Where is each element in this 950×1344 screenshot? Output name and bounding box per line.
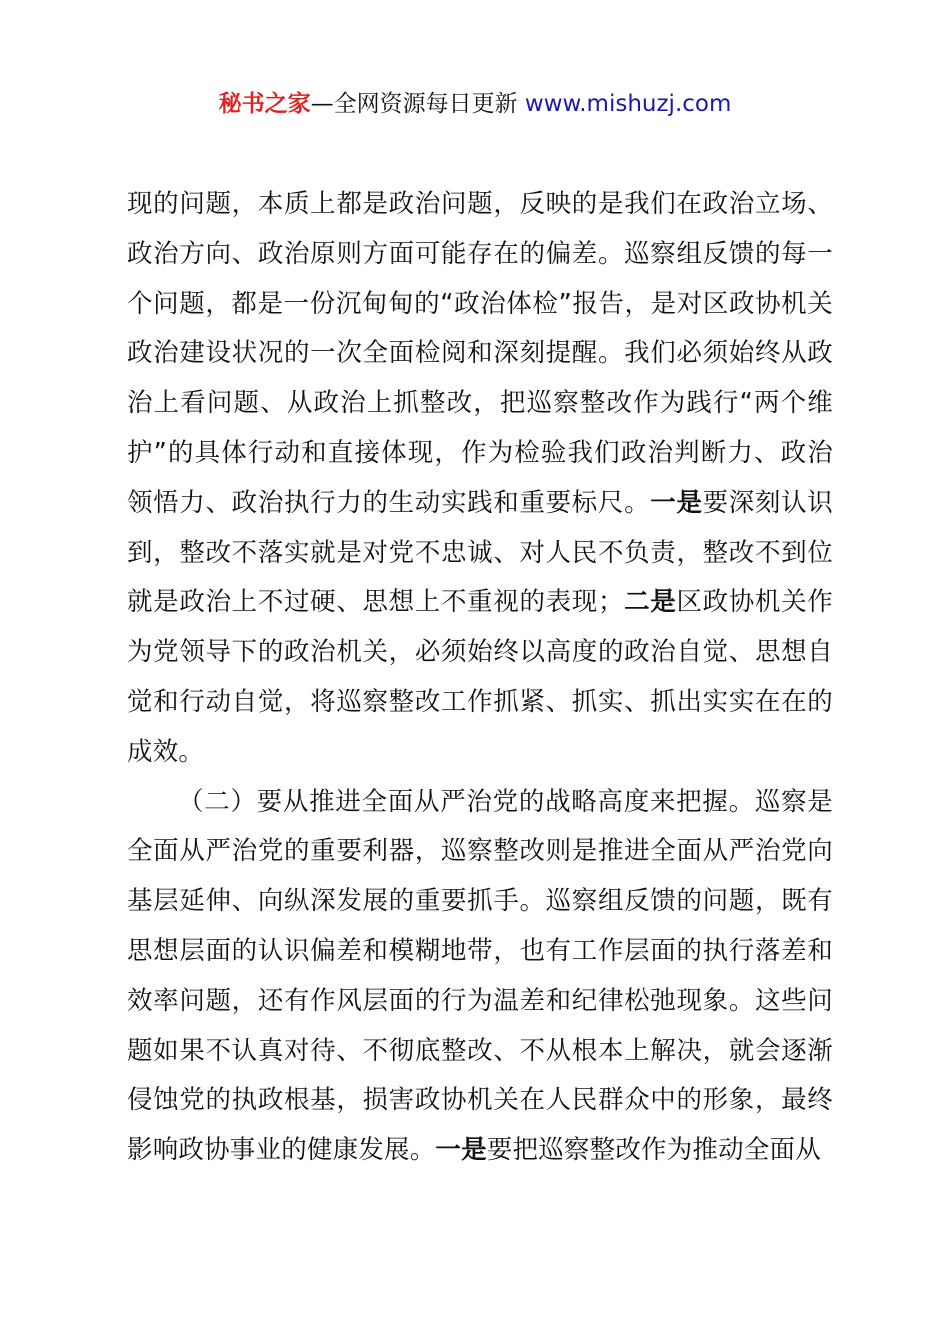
paragraph-text: 要深刻认识到，整改不落实就是对党不忠诚、对人民不负责，整改不到位就是政治上不过硬、思想上不重视的表现；: [127, 487, 833, 618]
paragraph-text: （二）要从推进全面从严治党的战略高度来把握。巡察是全面从严治党的重要利器，巡察整改则是推进全面从严治党向基层延伸、向纵深发展的重要抓手。巡察组反馈的问题，既有思想层面的认识偏差和模糊地带，也有工作层面的执行落差和效率问题，还有作风层面的行为温差和纪律松弛现象。这些问题如果不认真对待、不彻底整改、不从根本上解决，就会逐渐侵蚀党的执政根基，损害政协机关在人民群众中的形象，最终影响政协事业的健康发展。: [127, 786, 833, 1166]
paragraph-text: 现的问题，本质上都是政治问题，反映的是我们在政治立场、政治方向、政治原则方面可能存在的偏差。巡察组反馈的每一个问题，都是一份沉甸甸的“政治体检”报告，是对区政协机关政治建设状况的一次全面检阅和深刻提醒。我们必须始终从政治上看问题、从政治上抓整改，把巡察整改作为践行“两个维护”的具体行动和直接体现，作为检验我们政治判断力、政治领悟力、政治执行力的生动实践和重要标尺。: [127, 189, 833, 518]
list-marker-second: 二是: [623, 587, 677, 618]
paragraph-text: 区政协机关作为党领导下的政治机关，必须始终以高度的政治自觉、思想自觉和行动自觉，将巡察整改工作抓紧、抓实、抓出实实在在的成效。: [127, 587, 833, 767]
header-tagline: —全网资源每日更新: [310, 91, 525, 117]
page-header: [0, 84, 950, 124]
paragraph-text: 要把巡察整改作为推动全面从: [486, 1135, 821, 1166]
paragraph-continued: [127, 180, 833, 778]
list-marker-first: 一是: [435, 1135, 487, 1166]
header-brand: 秘书之家: [218, 91, 311, 117]
header-url[interactable]: www.mishuzj.com: [524, 91, 732, 117]
document-body: [127, 180, 833, 1176]
paragraph-section-two: [127, 778, 833, 1176]
list-marker-first: 一是: [650, 487, 703, 518]
